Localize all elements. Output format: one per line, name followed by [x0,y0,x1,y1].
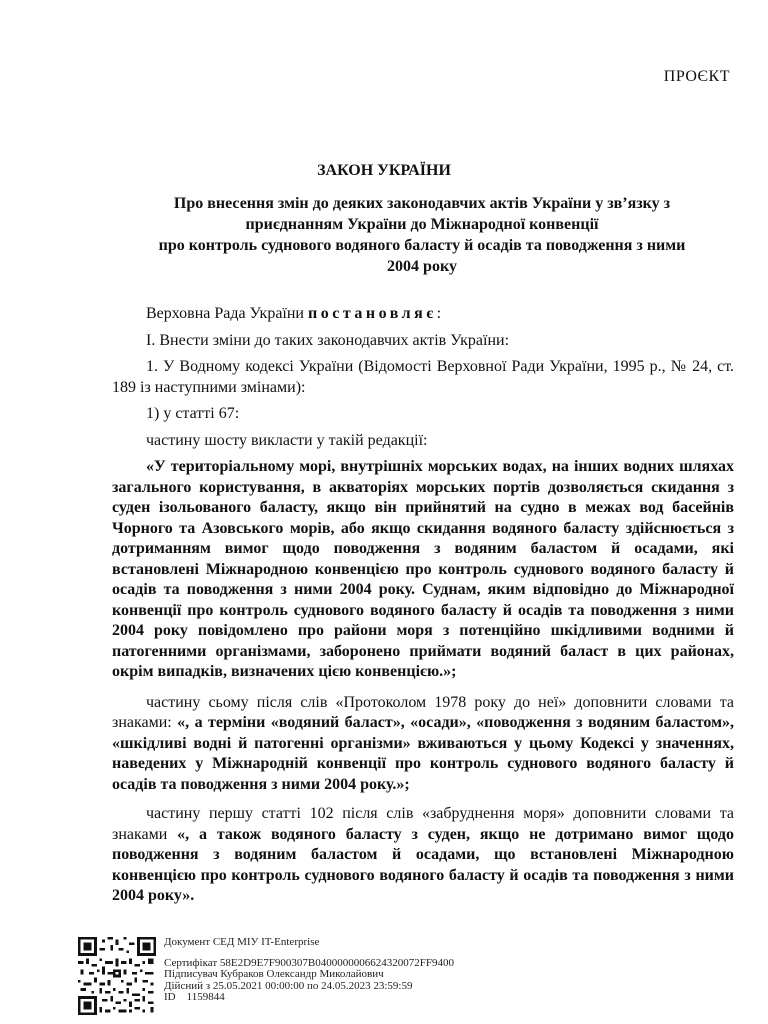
para-7-prefix: частину сьому після слів «Протоколом 1978 року до неї» доповнити словами та знаками: [112,693,734,731]
subtitle-line: Про внесення змін до деяких законодавчих актів України у зв’язку з [173,195,671,212]
subitem-1: 1) у статті 67: [146,405,240,422]
subtitle-line: про контроль суднового водяного баласту й осадів та поводження з ними [158,237,686,254]
section-1: І. Внести зміни до таких законодавчих актів України: [146,331,510,349]
subtitle-line: 2004 року [387,258,457,275]
certificate-line: Сертифікат 58E2D9E7F900307B0400000006624320072FF9400 [164,956,454,969]
signer-line: Підписувач Кубраков Олександр Миколайович [164,968,384,980]
preamble-suffix: : [436,305,442,322]
para-7-inserted-text: «, а терміни «водяний баласт», «осади», «поводження з водяним баластом», «шкідливі водні й патогенні організми» вживаються у цьому Кодексі у значеннях, наведених у Міжнародній конвенції про контроль суднового водяного баласту й осадів та поводження з ними 2004 року.»; [112,714,734,793]
validity-line: Дійсний з 25.05.2021 00:00:00 по 24.05.2023 23:59:59 [164,979,413,992]
document-id-line [164,992,454,1004]
article-102-prefix: частину першу статті 102 після слів «забруднення моря» доповнити словами та знаками [112,805,734,843]
law-body [112,304,734,916]
id-label: ID [164,991,176,1003]
para-6-quote: «У територіальному морі, внутрішніх морських водах, на інших водних шляхах загального користування, в акваторіях морських портів дозволяється скидання з суден ізольованого баласту, якщо він прийнятий на судно в межах вод басейнів Чорного та Азовського морів, або якщо скидання водяного баласту здійснюється з дотриманням вимог щодо поводження з водяним баластом й осадами, які встановлені Міжнародною конвенцією про контроль суднового водяного баласту й осадів та поводження з ними 2004 року. Суднам, яким відповідно до Міжнародної конвенції про контроль суднового водяного баласту й осадів та поводження з ними 2004 року повідомлено про райони моря з потенційно шкідливими водними й патогенними організмами, заборонено приймати водяний баласт в цих районах, окрім випадків, визначених цією конвенцією.»; [112,458,734,680]
law-subtitle [112,193,732,277]
law-title: ЗАКОН УКРАЇНИ [317,162,451,179]
preamble-prefix: Верховна Рада України [146,305,308,322]
article-102-amendment [112,804,734,907]
qr-code-icon [78,937,156,1015]
signature-details [164,937,454,1004]
para-7-amendment [112,693,734,796]
id-value: 1159844 [186,991,225,1003]
subtitle-line: приєднанням України до Міжнародної конвенції [245,216,599,233]
preamble [112,304,734,325]
document-system-line: Документ СЕД МІУ IT-Enterprise [164,936,320,948]
article-102-inserted-text: «, а також водяного баласту з суден, якщо не дотримано вимог щодо поводження з водяним баластом й осадами, що встановлені Міжнародною конвенцією про контроль суднового водяного баласту й осадів та поводження з ними 2004 року». [112,825,734,904]
signature-footer [78,937,758,1007]
draft-stamp: ПРОЄКТ [663,68,730,85]
para-6-intro: частину шосту викласти у такій редакції: [146,431,428,449]
item-1: 1. У Водному кодексі України (Відомості Верховної Ради України, 1995 р., № 24, ст. 189 із наступними змінами): [112,358,734,396]
preamble-verb: постановляє [308,305,437,322]
